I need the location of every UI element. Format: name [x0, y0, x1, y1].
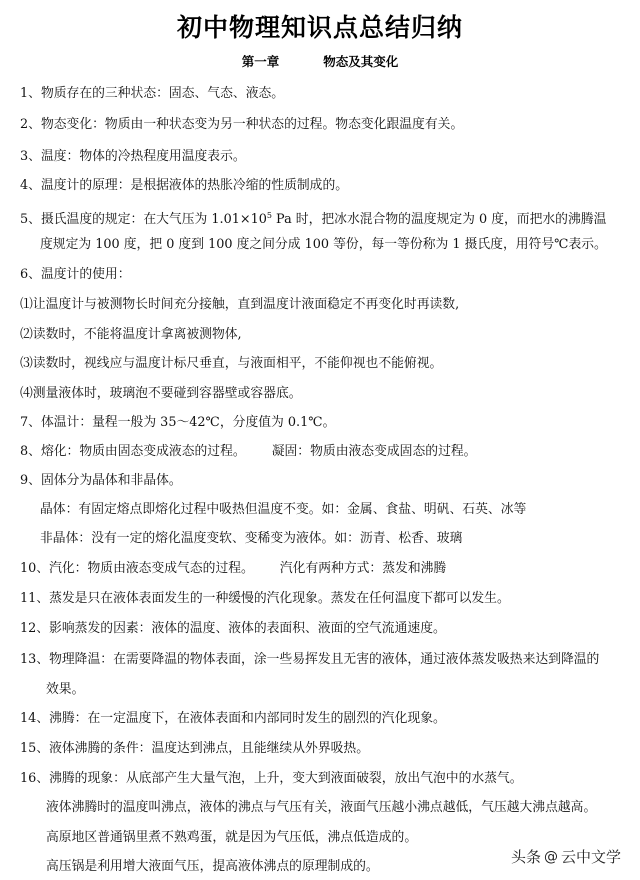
item-14: 14、沸腾：在一定温度下，在液体表面和内部同时发生的剧烈的汽化现象。 [20, 711, 446, 726]
watermark [508, 845, 624, 868]
item-8 [20, 443, 626, 461]
item-9-amorphous: 非晶体：没有一定的熔化温度变软、变稀变为液体。如：沥青、松香、玻璃 [40, 531, 463, 546]
item-6: 6、温度计的使用： [20, 267, 131, 282]
item-5-text-b: Pa 时，把冰水混合物的温度规定为 0 度，而把水的沸腾温 [271, 212, 607, 227]
item-6-sub-1: ⑴让温度计与被测物长时间充分接触，直到温度计液面稳定不再变化时再读数, [20, 297, 460, 312]
chapter-title: 物态及其变化 [323, 54, 399, 69]
item-13-line-1: 13、物理降温：在需要降温的物体表面，涂一些易挥发且无害的液体，通过液体蒸发吸热来达到降温的 [20, 652, 600, 667]
exponent: 5 [266, 211, 272, 220]
item-6-sub-2: ⑵读数时，不能将温度计拿离被测物体, [20, 327, 242, 342]
item-7: 7、体温计：量程一般为 35～42℃，分度值为 0.1℃。 [20, 415, 336, 430]
item-10-ways: 汽化有两种方式：蒸发和沸腾 [279, 561, 447, 576]
item-4: 4、温度计的原理：是根据液体的热胀冷缩的性质制成的。 [20, 178, 349, 193]
item-10 [20, 560, 626, 578]
item-6-sub-3: ⑶读数时，视线应与温度计标尺垂直，与液面相平，不能仰视也不能俯视。 [20, 356, 443, 371]
item-5-line-2: 度规定为 100 度，把 0 度到 100 度之间分成 100 等份，每一等份称为 1 摄氏度，用符号℃表示。 [40, 237, 607, 252]
item-5-line-1 [20, 207, 626, 229]
item-6-sub-4: ⑷测量液体时，玻璃泡不要碰到容器壁或容器底。 [20, 386, 302, 401]
item-16-pressure-cooker: 高压锅是利用增大液面气压，提高液体沸点的原理制成的。 [46, 859, 379, 874]
item-16-plateau: 高原地区普通锅里煮不熟鸡蛋，就是因为气压低，沸点低造成的。 [46, 830, 418, 845]
item-3: 3、温度：物体的冷热程度用温度表示。 [20, 149, 246, 164]
chapter-heading [0, 52, 640, 70]
item-5-text-a: 5、摄氏温度的规定：在大气压为 1.01×10 [20, 212, 267, 227]
item-13-line-2: 效果。 [46, 682, 85, 697]
item-1: 1、物质存在的三种状态：固态、气态、液态。 [20, 86, 285, 101]
item-16: 16、沸腾的现象：从底部产生大量气泡，上升，变大到液面破裂，放出气泡中的水蒸气。 [20, 771, 523, 786]
at-icon: @ [543, 848, 558, 865]
item-9: 9、固体分为晶体和非晶体。 [20, 473, 182, 488]
item-9-crystal: 晶体：有固定熔点即熔化过程中吸热但温度不变。如：金属、食盐、明矾、石英、冰等 [40, 502, 527, 517]
document-title: 初中物理知识点总结归纳 [176, 13, 463, 42]
item-11: 11、蒸发是只在液体表面发生的一种缓慢的汽化现象。蒸发在任何温度下都可以发生。 [20, 591, 510, 606]
chapter-number: 第一章 [241, 54, 280, 69]
item-12: 12、影响蒸发的因素：液体的温度、液体的表面积、液面的空气流通速度。 [20, 621, 446, 636]
watermark-author: 云中文学 [560, 848, 621, 866]
item-15: 15、液体沸腾的条件：温度达到沸点，且能继续从外界吸热。 [20, 741, 370, 756]
item-10-vaporization: 10、汽化：物质由液态变成气态的过程。 [20, 561, 254, 576]
item-8-solidification: 凝固：物质由液态变成固态的过程。 [271, 444, 477, 459]
item-8-melting: 8、熔化：物质由固态变成液态的过程。 [20, 444, 246, 459]
item-16-boiling-point: 液体沸腾时的温度叫沸点，液体的沸点与气压有关，液面气压越小沸点越低，气压越大沸点越高。 [46, 800, 597, 815]
watermark-prefix: 头条 [510, 848, 541, 866]
item-2: 2、物态变化：物质由一种状态变为另一种状态的过程。物态变化跟温度有关。 [20, 117, 464, 132]
